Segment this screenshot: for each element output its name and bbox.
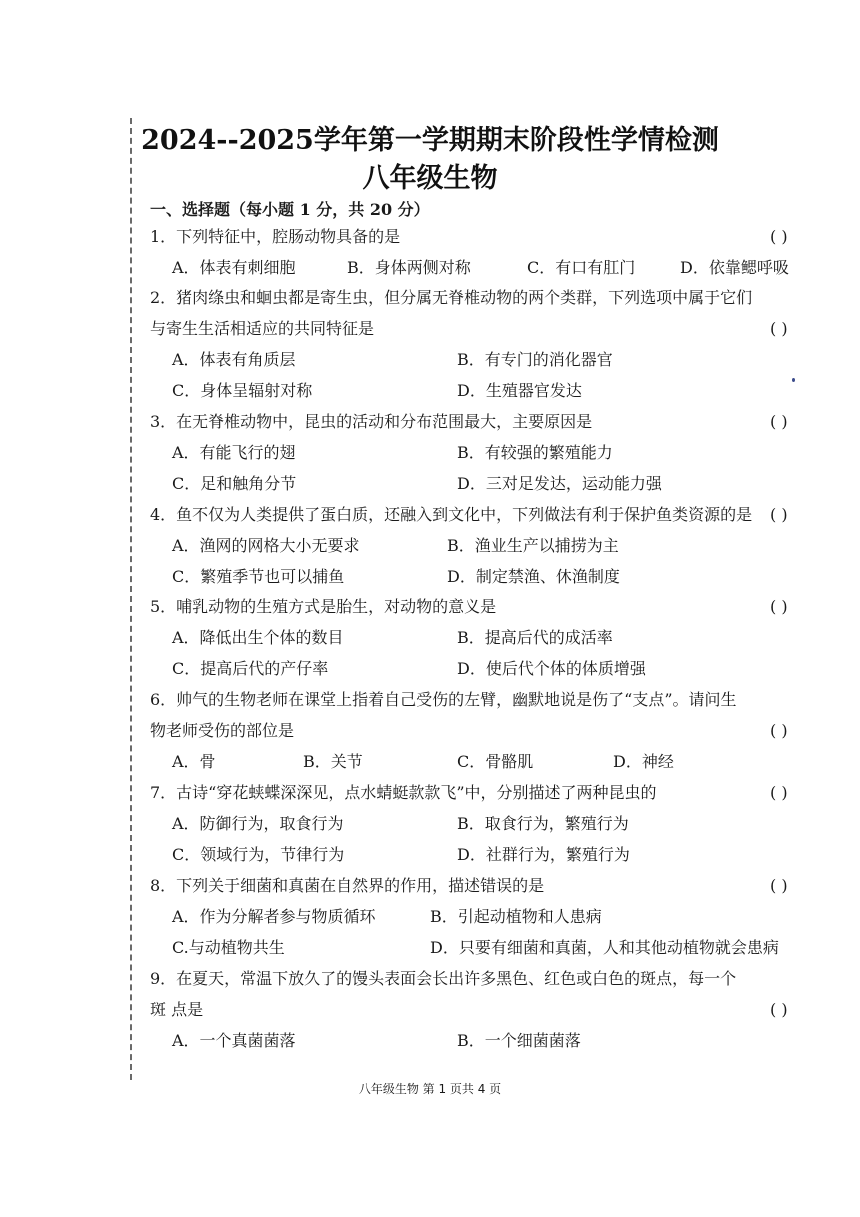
question-7-stem: 7．古诗“穿花蛱蝶深深见，点水蜻蜓款款飞”中，分别描述了两种昆虫的 — [150, 783, 657, 802]
question-6-stem-line-2: 物老师受伤的部位是 — [150, 721, 295, 740]
binding-line — [130, 118, 132, 1080]
question-7-option-c[interactable]: C．领域行为，节律行为 — [172, 845, 345, 864]
question-4-option-d[interactable]: D．制定禁渔、休渔制度 — [447, 567, 620, 586]
question-8-option-a[interactable]: A．作为分解者参与物质循环 — [172, 907, 376, 926]
question-5-stem: 5．哺乳动物的生殖方式是胎生，对动物的意义是 — [150, 597, 497, 616]
question-4-option-c[interactable]: C．繁殖季节也可以捕鱼 — [172, 567, 345, 586]
answer-blank[interactable]: ( ) — [770, 227, 788, 246]
question-3-option-a[interactable]: A．有能飞行的翅 — [172, 443, 296, 462]
question-2-stem-line-1: 2．猪肉绦虫和蛔虫都是寄生虫，但分属无脊椎动物的两个类群，下列选项中属于它们 — [150, 288, 753, 307]
answer-blank[interactable]: ( ) — [770, 597, 788, 616]
question-1-option-a[interactable]: A．体表有刺细胞 — [172, 258, 296, 277]
question-9-option-a[interactable]: A．一个真菌菌落 — [172, 1031, 296, 1050]
question-1-option-d[interactable]: D．依靠鳃呼吸 — [680, 258, 789, 277]
answer-blank[interactable]: ( ) — [770, 783, 788, 802]
exam-title: 2024--2025学年第一学期期末阶段性学情检测 — [141, 125, 719, 156]
question-3-option-c[interactable]: C．足和触角分节 — [172, 474, 297, 493]
answer-blank[interactable]: ( ) — [770, 319, 788, 338]
question-5-option-d[interactable]: D．使后代个体的体质增强 — [457, 659, 646, 678]
answer-blank[interactable]: ( ) — [770, 1000, 788, 1019]
question-6-stem-line-1: 6．帅气的生物老师在课堂上指着自己受伤的左臂，幽默地说是伤了“支点”。请问生 — [150, 690, 737, 709]
question-4-stem: 4．鱼不仅为人类提供了蛋白质，还融入到文化中，下列做法有利于保护鱼类资源的是 — [150, 505, 753, 524]
question-4-option-a[interactable]: A．渔网的网格大小无要求 — [172, 536, 360, 555]
question-7-option-a[interactable]: A．防御行为，取食行为 — [172, 814, 344, 833]
question-7-option-b[interactable]: B．取食行为，繁殖行为 — [457, 814, 629, 833]
question-3-stem: 3．在无脊椎动物中，昆虫的活动和分布范围最大，主要原因是 — [150, 412, 593, 431]
question-2-option-b[interactable]: B．有专门的消化器官 — [457, 350, 613, 369]
question-2-stem-line-2: 与寄生生活相适应的共同特征是 — [150, 319, 375, 338]
question-6-option-c[interactable]: C．骨骼肌 — [457, 752, 534, 771]
question-1-option-c[interactable]: C．有口有肛门 — [527, 258, 636, 277]
exam-subtitle: 八年级生物 — [362, 163, 498, 194]
question-2-option-d[interactable]: D．生殖器官发达 — [457, 381, 582, 400]
question-6-option-b[interactable]: B．关节 — [303, 752, 363, 771]
question-2-option-a[interactable]: A．体表有角质层 — [172, 350, 296, 369]
answer-blank[interactable]: ( ) — [770, 721, 788, 740]
question-9-option-b[interactable]: B．一个细菌菌落 — [457, 1031, 581, 1050]
page-footer: 八年级生物 第 1 页共 4 页 — [358, 1082, 502, 1096]
question-3-option-b[interactable]: B．有较强的繁殖能力 — [457, 443, 613, 462]
section-heading: 一、选择题（每小题 1 分，共 20 分） — [150, 200, 430, 219]
question-1-stem: 1．下列特征中，腔肠动物具备的是 — [150, 227, 401, 246]
question-9-stem-line-2: 斑 点是 — [150, 1000, 204, 1019]
question-7-option-d[interactable]: D．社群行为，繁殖行为 — [457, 845, 630, 864]
question-6-option-d[interactable]: D．神经 — [613, 752, 674, 771]
answer-blank[interactable]: ( ) — [770, 876, 788, 895]
question-2-option-c[interactable]: C．身体呈辐射对称 — [172, 381, 313, 400]
question-8-option-b[interactable]: B．引起动植物和人患病 — [430, 907, 602, 926]
question-5-option-a[interactable]: A．降低出生个体的数目 — [172, 628, 344, 647]
question-4-option-b[interactable]: B．渔业生产以捕捞为主 — [447, 536, 619, 555]
answer-blank[interactable]: ( ) — [770, 505, 788, 524]
question-9-stem-line-1: 9．在夏天，常温下放久了的馒头表面会长出许多黑色、红色或白色的斑点，每一个 — [150, 969, 737, 988]
question-5-option-b[interactable]: B．提高后代的成活率 — [457, 628, 613, 647]
question-6-option-a[interactable]: A．骨 — [172, 752, 216, 771]
question-8-option-d[interactable]: D．只要有细菌和真菌，人和其他动植物就会患病 — [430, 938, 779, 957]
question-8-stem: 8．下列关于细菌和真菌在自然界的作用，描述错误的是 — [150, 876, 545, 895]
answer-blank[interactable]: ( ) — [770, 412, 788, 431]
question-8-option-c[interactable]: C.与动植物共生 — [172, 938, 285, 957]
question-1-option-b[interactable]: B．身体两侧对称 — [347, 258, 471, 277]
question-3-option-d[interactable]: D．三对足发达，运动能力强 — [457, 474, 662, 493]
ink-speck — [792, 378, 795, 382]
question-5-option-c[interactable]: C．提高后代的产仔率 — [172, 659, 329, 678]
